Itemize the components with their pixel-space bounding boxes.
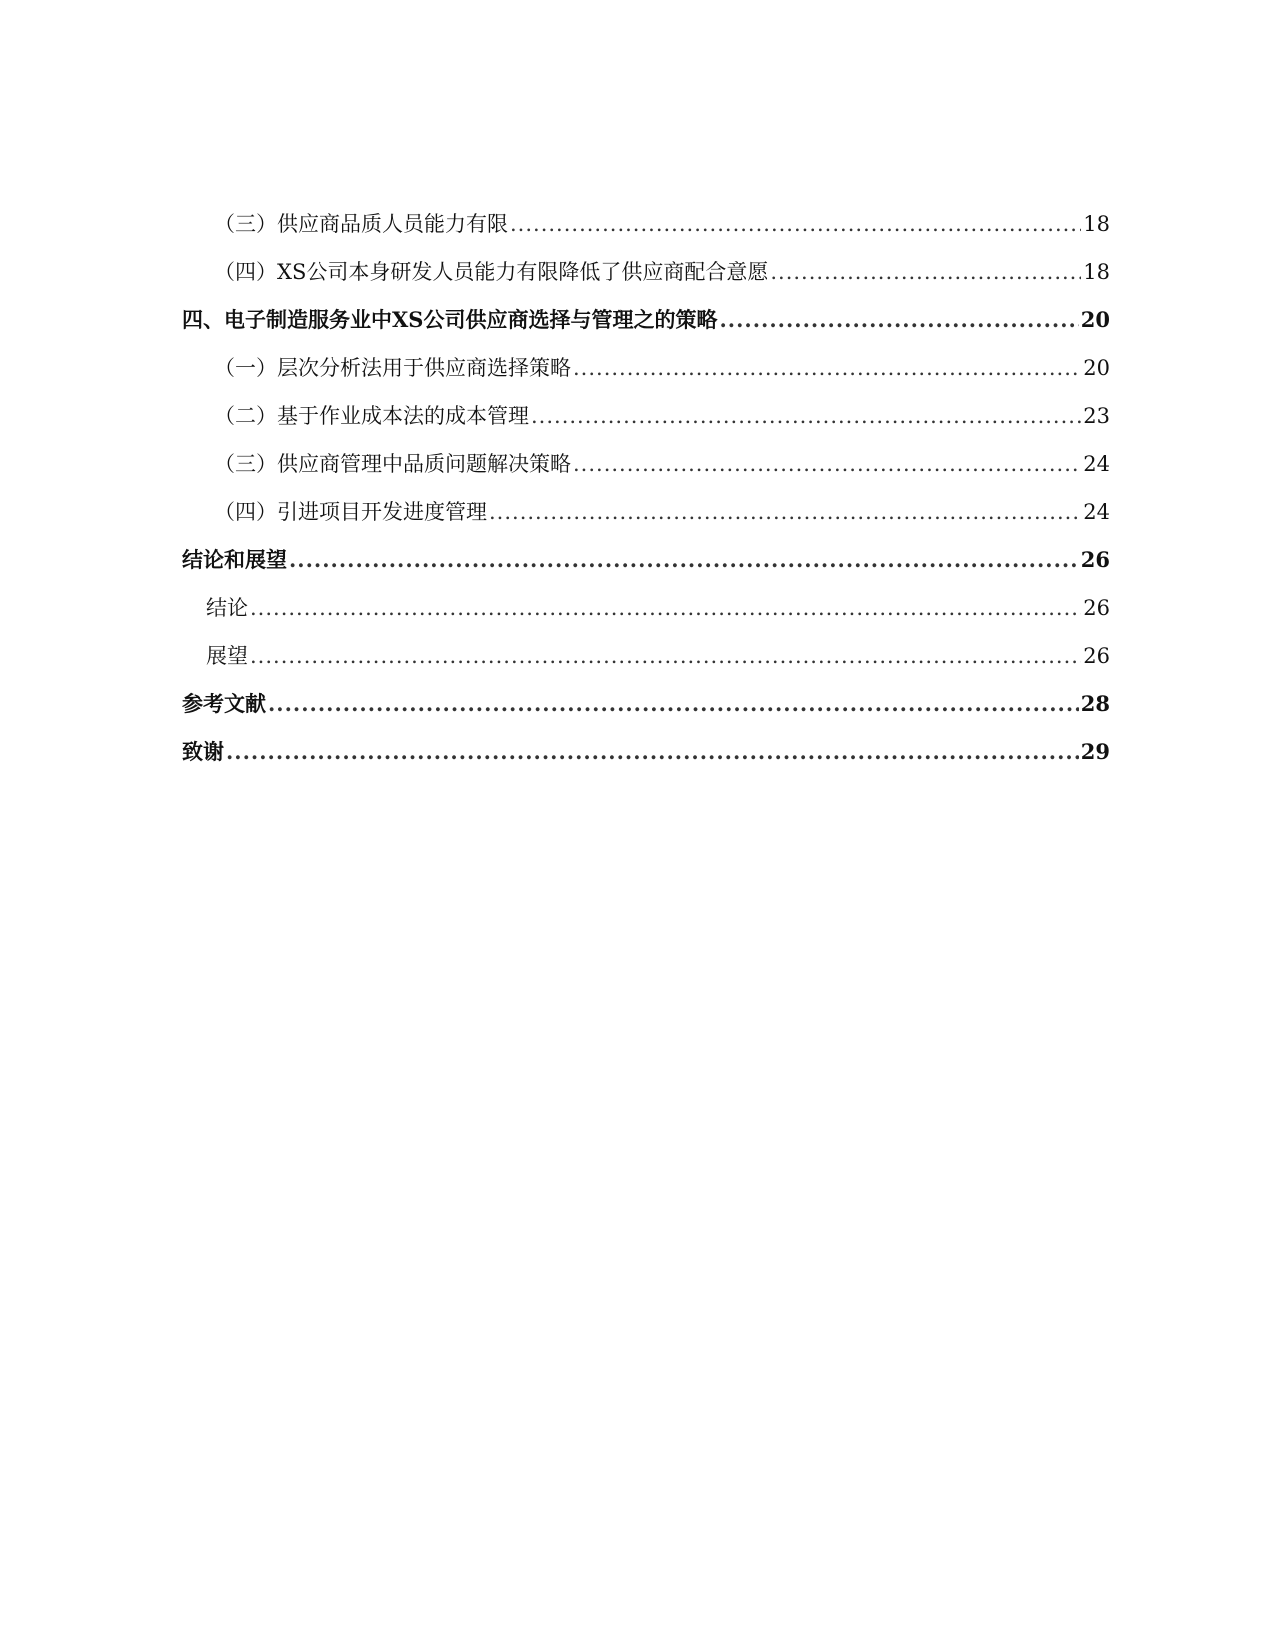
toc-entry-title: （二）基于作业成本法的成本管理 (214, 404, 529, 428)
toc-chapter-entry[interactable] (182, 536, 1110, 584)
toc-dot-leader (226, 728, 1079, 776)
toc-page-number: 26 (1083, 644, 1110, 668)
toc-page-number: 18 (1083, 212, 1110, 236)
toc-entry-title: 致谢 (182, 739, 224, 764)
toc-entry[interactable] (182, 392, 1110, 440)
toc-chapter-entry[interactable] (182, 296, 1110, 344)
toc-dot-leader (719, 296, 1078, 344)
toc-entry[interactable] (182, 584, 1110, 632)
toc-page-number: 18 (1083, 260, 1110, 284)
toc-dot-leader (770, 248, 1081, 296)
toc-dot-leader (573, 440, 1081, 488)
toc-page-number: 26 (1083, 596, 1110, 620)
toc-entry-title: 结论 (206, 596, 248, 620)
toc-entry-title: （四）XS公司本身研发人员能力有限降低了供应商配合意愿 (214, 260, 769, 284)
toc-entry-title: 结论和展望 (182, 547, 287, 572)
toc-entry[interactable] (182, 488, 1110, 536)
toc-entry-title: （一）层次分析法用于供应商选择策略 (214, 356, 571, 380)
toc-page-number: 29 (1080, 739, 1110, 764)
toc-entry[interactable] (182, 200, 1110, 248)
toc-dot-leader (489, 488, 1081, 536)
toc-entry-title: （四）引进项目开发进度管理 (214, 500, 487, 524)
toc-chapter-entry[interactable] (182, 680, 1110, 728)
toc-entry-title: 参考文献 (182, 691, 266, 716)
toc-dot-leader (250, 632, 1081, 680)
toc-dot-leader (531, 392, 1081, 440)
toc-page-number: 24 (1083, 452, 1110, 476)
toc-entry[interactable] (182, 248, 1110, 296)
toc-page-number: 20 (1080, 307, 1110, 332)
toc-dot-leader (250, 584, 1081, 632)
toc-entry-title: 展望 (206, 644, 248, 668)
toc-page-number: 26 (1080, 547, 1110, 572)
toc-entry-title: 四、电子制造服务业中XS公司供应商选择与管理之的策略 (182, 307, 718, 332)
toc-chapter-entry[interactable] (182, 728, 1110, 776)
toc-page-number: 23 (1083, 404, 1110, 428)
toc-entry-title: （三）供应商品质人员能力有限 (214, 212, 508, 236)
table-of-contents (182, 200, 1110, 776)
toc-entry[interactable] (182, 632, 1110, 680)
toc-dot-leader (289, 536, 1079, 584)
toc-dot-leader (268, 680, 1079, 728)
toc-entry[interactable] (182, 440, 1110, 488)
toc-page-number: 24 (1083, 500, 1110, 524)
toc-entry-title: （三）供应商管理中品质问题解决策略 (214, 452, 571, 476)
toc-entry[interactable] (182, 344, 1110, 392)
toc-dot-leader (573, 344, 1081, 392)
toc-dot-leader (510, 200, 1081, 248)
toc-page-number: 28 (1080, 691, 1110, 716)
toc-page-number: 20 (1083, 356, 1110, 380)
